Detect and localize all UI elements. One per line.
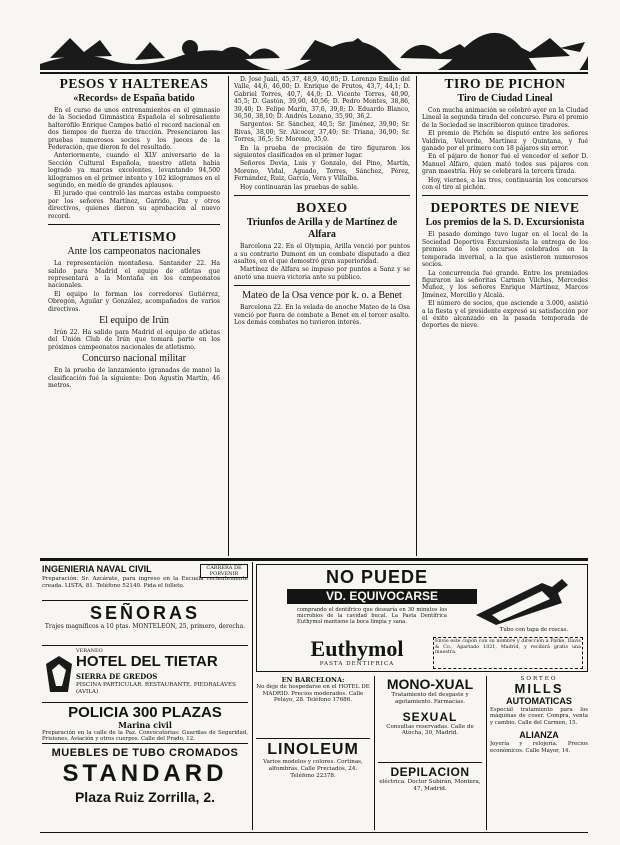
euthymol-brand-sub: PASTA DENTIFRICA (319, 661, 395, 667)
results-paragraph-2: Sargentos: Sr. Sánchez, 40,5; Sr. Jiménez, 39,90; Sr. Rivas, 38,00; Sr. Alcocer, 37,40; Sr. Triana, 36,90; Sr. Torres, 36,5; Sr. Moreno, 35,0. (234, 121, 410, 144)
ad-divider (42, 743, 248, 744)
hotel-subtitle: SIERRA DE GREDOS (76, 672, 158, 681)
mills-text: Especial tratamiento para los máquinas de coser. Compra, venta y cambio. Calle del Carmen, 15. (490, 707, 588, 726)
nieve-heading: DEPORTES DE NIEVE (430, 200, 580, 216)
atletismo-heading: ATLETISMO (91, 229, 177, 245)
atletismo-subheading: Ante los campeonatos nacionales (67, 246, 201, 258)
boxeo-heading: BOXEO (296, 200, 348, 216)
ad-column-divider-1 (252, 562, 253, 830)
barcelona-title: EN BARCELONA: (281, 676, 345, 684)
ad-senoras (42, 603, 248, 643)
pesas-paragraph-3: El jurado que controló las marcas estaba compuesto por los señores Martínez, Garrido, Paz y otros directivos, quienes dieron su aprobación al nuevo record. (48, 190, 220, 220)
ad-column-divider-2 (374, 676, 375, 830)
pesas-paragraph-1: En el curso de unos entrenamientos en el gimnasio de la Sociedad Gimnástica Española el sobresaliente halterófilo Enrique Campos batió el record nacional en dos tiempos de fuerza de tracción. Presenciaron las pruebas numerosos socios y los jueces de la Federación, que dieron fe del resultado. (48, 107, 220, 152)
boxeo-subheading: Triunfos de Arilla y de Martínez de Alfara (246, 217, 398, 241)
column-results-boxeo (234, 76, 410, 556)
militar-heading: Concurso nacional militar (82, 353, 186, 365)
senoras-title: SEÑORAS (89, 603, 200, 623)
tiro-paragraph-1: Con mucha animación se celebró ayer en la Ciudad Lineal la segunda tirada del concurso. Para el premio de la Sociedad se inscribieron quince tiradores. (422, 107, 588, 129)
monoxual-title: MONO-XUAL (386, 676, 474, 692)
mills-title: MILLS (514, 681, 564, 696)
senoras-text: Trajes magníficos a 10 ptas. MONTELEÓN, 25, primero, derecha. (44, 623, 246, 630)
tiro-paragraph-3: En el pájaro de honor fué el vencedor el señor D. Manuel Alfaro, quien mató todos sus pájaros con gran maestría. Hoy se celebrará la tercera tirada. (422, 153, 588, 176)
column-tiro-nieve (422, 76, 588, 556)
nieve-subheading: Los premios de la S. D. Excursionista (425, 217, 585, 229)
top-rule (40, 72, 588, 74)
ad-column-divider-3 (486, 676, 487, 830)
atletismo-paragraph-2: El equipo lo forman los corredores Gutiérrez, Obregón, Aguilar y González, acompañados de varios directivos. (48, 290, 220, 313)
tiro-paragraph-2: El premio de Pichón se disputó entre los señores Valdivia, Valverde, Martínez y Quintana, y fué ganado por el primero con 18 pájaros sin error. (422, 130, 588, 153)
column-divider-2 (416, 76, 417, 556)
monoxual-text: Tratamiento del desgaste y agotamiento. Farmacias. (391, 692, 469, 705)
depilacion-title: DEPILACION (390, 765, 470, 779)
muebles-line2: STANDARD (62, 760, 228, 787)
ingenieria-text: Preparación: Sr. Azcárate, para ingreso en la Escuela recientemente creada. LISTA, 81. Teléfono 52140. Pida el folleto. (42, 576, 248, 589)
sexual-title: SEXUAL (402, 709, 458, 724)
results-paragraph-4: Señores Devia, Luis y Gonzalo, del Pino, Martín, Moreno, Vidal, Aguado, Torres, Sánchez, Pérez, Fernández, Ruiz, García, Vera y Villalba. (234, 160, 410, 183)
tiro-subheading: Tiro de Ciudad Lineal (457, 93, 553, 104)
sports-header-illustration (40, 30, 588, 70)
boxeo-second-heading: Mateo de la Osa vence por k. o. a Benet (242, 290, 402, 302)
ad-ingenieria (42, 564, 248, 598)
hotel-emblem-icon (44, 654, 74, 694)
hotel-tag: VERANEO (76, 648, 103, 654)
column-separator (234, 195, 410, 196)
bottom-rule (40, 832, 588, 833)
mills-subtitle: AUTOMATICAS (506, 696, 572, 706)
ad-divider (42, 645, 248, 646)
ingenieria-side: CARRERA DE PORVENIR (200, 564, 248, 578)
ad-monoxual (378, 676, 482, 760)
euthymol-text: comprando el dentífrico que desearía en 30 minutos los microbios de la cavidad bucal. La Pasta Dentífrica Euthymol mantiene la boca limpia y sana. (297, 607, 447, 626)
results-paragraph-1: D. José Juali, 45,37, 48,9, 40,85; D. Lorenzo Emilio del Valle, 44,6, 46,00; D. Enrique de Frutos, 43,7, 44,1; D. Gabriel Torres, 40,7, 44,0; D. Vicente Torres, 40,90, 45,5; D. Gastón, 39,90, 40,56; D. Pedro Montes, 38,86, 39,40; D. Felipe Marín, 37,6, 39,8; D. Eduardo Blanco, 36,50, 38,10; D. Andrés Lozano, 35,90, 36,2. (234, 76, 410, 121)
euthymol-banner: VD. EQUIVOCARSE (287, 589, 477, 604)
policia-subtitle: Marina civil (118, 720, 172, 730)
ad-divider (256, 738, 370, 739)
hotel-text: PISCINA PARTICULAR. RESTAURANTE. PIEDRALAVES (AVILA) (76, 682, 236, 695)
nieve-paragraph-1: El pasado domingo tuvo lugar en el local de la Sociedad Deportiva Excursionista la entrega de los premios de los concursos celebrados en la temporada invernal, a la que asistieron numerosos socios. (422, 231, 588, 269)
ad-divider (42, 600, 248, 601)
column-divider-1 (228, 76, 229, 556)
barcelona-text: No deje de hospedarse en el HOTEL DE MADRID. Precios moderados. Calle Pelayo, 28. Teléfono 17686. (256, 684, 370, 704)
irun-heading: El equipo de Irún (99, 314, 169, 326)
pesas-subheading: «Records» de España batido (73, 93, 195, 104)
boxeo-paragraph-2: Martínez de Alfara se impuso por puntos a Sanz y se anotó una nueva victoria ante su público. (234, 266, 410, 281)
depilacion-text: eléctrica. Doctor Subirán, Montera, 47, Madrid. (379, 779, 481, 792)
column-separator (422, 195, 588, 196)
militar-paragraph: En la prueba de lanzamiento (granadas de mano) la clasificación fué la siguiente: Don Agustín Martín, 46 metros. (48, 367, 220, 389)
ads-rule (40, 558, 588, 561)
muebles-line1: MUEBLES DE TUBO CROMADOS (51, 747, 239, 759)
irun-paragraph: Irún 22. Ha salido para Madrid el equipo de atletas del Unión Club de Irún que tomará parte en los próximos campeonatos nacionales de atletismo. (48, 328, 220, 351)
ingenieria-title: INGENIERIA NAVAL CIVIL (42, 564, 152, 574)
results-paragraph-3: En la prueba de precisión de tiro figuraron los siguientes clasificados en el primer lugar. (234, 144, 410, 160)
alianza-title: ALIANZA (519, 730, 559, 741)
boxeo-second-paragraph: Barcelona 22. En la velada de anoche Mateo de la Osa venció por fuera de combate a Benet en el tercer asalto. Los demás combates no tuvieron interés. (234, 304, 410, 326)
ad-barcelona (256, 676, 370, 736)
euthymol-top: NO PUEDE (325, 567, 429, 587)
ad-euthymol (256, 564, 588, 672)
ad-muebles (42, 746, 248, 828)
boxeo-paragraph-1: Barcelona 22. En el Olympia, Arilla venció por puntos a su contrario Dumont en un combate disputado a diez asaltos, en el que demostró gran superioridad. (234, 243, 410, 265)
pesas-heading: PESOS Y HALTEREAS (59, 76, 209, 91)
atletismo-paragraph-1: La representación montañesa. Santander 22. Ha salido para Madrid el equipo de atletas que representará a la Montaña en los campeonatos nacionales. (48, 260, 220, 290)
linoleum-text: Varios modelos y colores. Cortinas, alfombras. Calle Preciados, 24. Teléfono 22378. (263, 759, 363, 779)
ad-linoleum (256, 741, 370, 827)
ad-hotel-tietar (42, 648, 248, 700)
results-note: Hoy continuarán las pruebas de sable. (240, 183, 359, 191)
nieve-paragraph-3: El número de socios, que asciende a 3.000, asistió a la fiesta y el presidente expresó su satisfacción por el éxito alcanzado en la pasada temporada de deportes de nieve. (422, 300, 588, 330)
alianza-text: Joyería y relojería. Precios económicos. Calle Mayor, 14. (490, 741, 588, 754)
pesas-paragraph-2: Anteriormente, cuando el XLV aniversario de la Sección Cultural Española, nuestro atleta había logrado ya marcas excelentes, levantando 94,500 kilogramos en el primer intento y 102 kilogramos en el segundo, en medio de grandes aplausos. (48, 152, 220, 190)
euthymol-caption: Tubo con tapa de roscas. (499, 627, 569, 633)
nieve-paragraph-2: La concurrencia fué grande. Entre los premiados figuraron las señoritas Carmen Vilches, Mercedes Muñoz, y los señores Enrique Martínez, Marcos Jiménez, Morcillo y Alcalá. (422, 269, 588, 299)
policia-text: Preparación en la calle de la Paz. Convocatorias: Guardias de Seguridad, Prisiones, Aviación y otros cuerpos. Calle del Prado, 12. (42, 730, 248, 741)
hotel-title: HOTEL DEL TIETAR (76, 653, 218, 670)
euthymol-brand: Euthymol (310, 636, 404, 661)
ad-depilacion (378, 765, 482, 827)
ad-policia (42, 705, 248, 741)
sexual-text: Consultas reservadas. Calle de Atocha, 30, Madrid. (386, 723, 474, 737)
tiro-closing: Hoy, viernes, a las tres, continuarán los concursos con el tiro al pichón. (422, 176, 588, 192)
column-separator (48, 224, 220, 225)
ad-mills (490, 676, 588, 826)
column-separator (234, 285, 410, 286)
euthymol-coupon: Envíe este cupón con su nombre y dirección a Parke, Davis & Co., Apartado 1021, Madrid, y recibirá gratis una muestra. (433, 637, 583, 669)
policia-title: POLICIA 300 PLAZAS (68, 705, 222, 721)
ad-divider (378, 762, 482, 763)
ad-divider (42, 702, 248, 703)
mills-tag: SORTEO (520, 676, 558, 682)
toothpaste-tube-icon (472, 575, 572, 625)
tiro-heading: TIRO DE PICHON (444, 76, 566, 91)
muebles-line3: Plaza Ruiz Zorrilla, 2. (74, 789, 216, 805)
column-pesas-atletismo (48, 76, 220, 556)
linoleum-title: LINOLEUM (267, 741, 359, 758)
